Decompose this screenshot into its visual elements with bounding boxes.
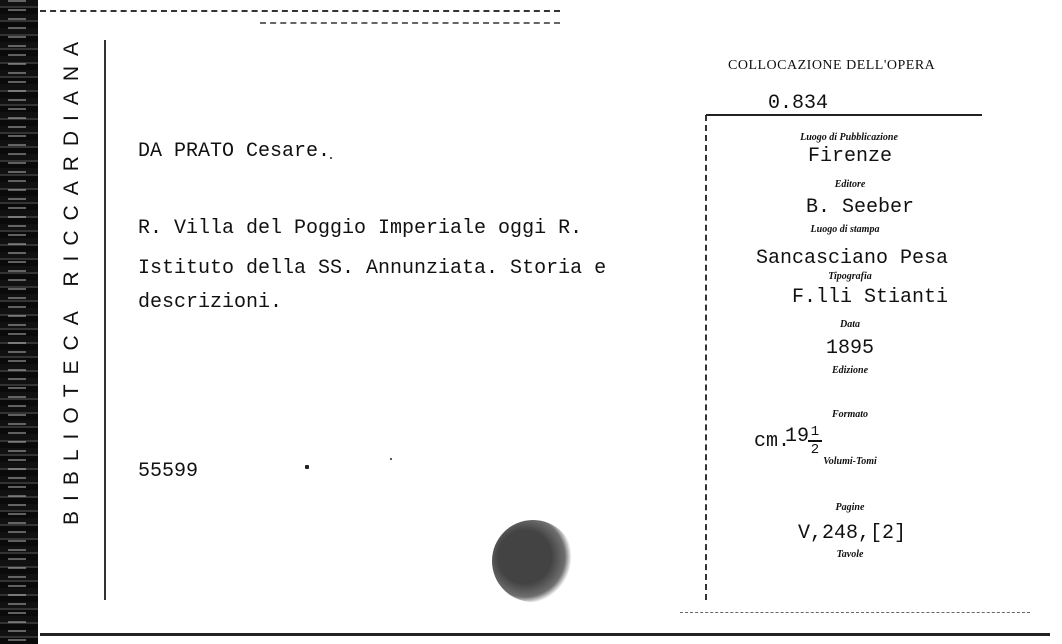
title-line-1: R. Villa del Poggio Imperiale oggi R. bbox=[138, 217, 583, 240]
label-formato: Formato bbox=[831, 409, 869, 420]
label-luogo-pubblicazione: Luogo di Pubblicazione bbox=[800, 132, 898, 143]
title-line-3: descrizioni. bbox=[138, 291, 283, 314]
label-luogo-stampa: Luogo di stampa bbox=[810, 224, 880, 235]
library-name: BIBLIOTECA RICCARDIANA bbox=[60, 31, 83, 525]
label-data: Data bbox=[840, 319, 860, 330]
label-pagine: Pagine bbox=[835, 502, 865, 513]
ink-speck bbox=[330, 157, 332, 159]
bottom-dashed-rule bbox=[680, 612, 1030, 613]
right-column-rule bbox=[705, 115, 707, 600]
label-tipografia: Tipografia bbox=[828, 271, 872, 282]
collocazione-value: 0.834 bbox=[768, 92, 829, 115]
formato-fraction bbox=[808, 425, 822, 457]
value-data: 1895 bbox=[825, 337, 874, 360]
collocazione-heading: COLLOCAZIONE DELL'OPERA bbox=[728, 58, 936, 73]
label-editore: Editore bbox=[834, 179, 866, 190]
ink-speck bbox=[305, 465, 309, 469]
value-formato-whole: 19 bbox=[784, 425, 809, 448]
value-luogo-pubblicazione: Firenze bbox=[807, 145, 892, 168]
ink-speck bbox=[390, 458, 392, 460]
bottom-rule bbox=[40, 633, 1050, 636]
label-volumi: Volumi-Tomi bbox=[823, 456, 877, 467]
fraction-numerator: 1 bbox=[810, 424, 820, 440]
value-luogo-stampa: Sancasciano Pesa bbox=[755, 247, 949, 270]
label-tavole: Tavole bbox=[836, 549, 864, 560]
collocazione-underline bbox=[706, 114, 982, 116]
value-editore: B. Seeber bbox=[805, 196, 915, 219]
fraction-denominator: 2 bbox=[810, 442, 820, 458]
top-rule bbox=[40, 10, 560, 12]
value-tipografia: F.lli Stianti bbox=[791, 286, 949, 309]
title-line-2: Istituto della SS. Annunziata. Storia e bbox=[138, 257, 607, 280]
author: DA PRATO Cesare. bbox=[138, 140, 331, 163]
label-edizione: Edizione bbox=[831, 365, 869, 376]
value-formato-prefix: cm. bbox=[753, 430, 790, 453]
inventory-number: 55599 bbox=[138, 460, 199, 483]
binding-edge bbox=[0, 0, 38, 644]
value-pagine: V,248,[2] bbox=[797, 522, 907, 545]
top-rule-2 bbox=[260, 22, 560, 24]
left-margin-rule bbox=[104, 40, 106, 600]
library-stamp bbox=[492, 520, 574, 602]
